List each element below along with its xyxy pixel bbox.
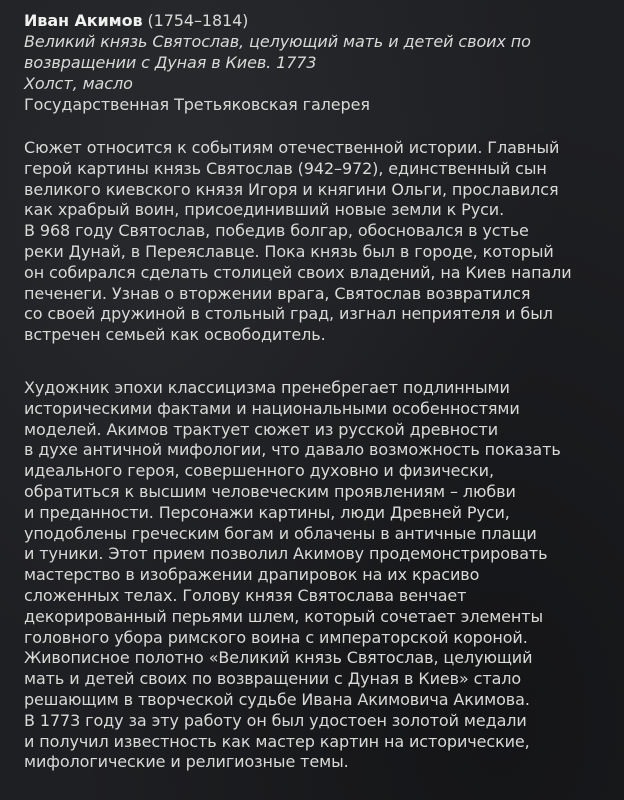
paragraph-line: великого киевского князя Игоря и княгини Ольги, прославился <box>24 179 559 199</box>
paragraph-line: и преданности. Персонажи картины, люди Древней Руси, <box>24 502 510 522</box>
paragraph-line: В 968 году Святослав, победив болгар, обосновался в устье <box>24 221 529 241</box>
paragraph-line: моделей. Акимов трактует сюжет из русской древности <box>24 419 499 439</box>
paragraph-line: со своей дружиной в стольный град, изгнал неприятеля и был <box>24 304 553 324</box>
paragraph-line: Сюжет относится к событиям отечественной истории. Главный <box>24 138 560 157</box>
artwork-title-line-1: Великий князь Святослав, целующий мать и детей своих по <box>24 32 531 51</box>
paragraph-line: реки Дунай, в Переяславце. Пока князь был в городе, который <box>24 241 554 261</box>
paragraph-line: мифологические и религиозные темы. <box>24 752 349 772</box>
paragraph-line: декорированный перьями шлем, который сочетает элементы <box>24 606 544 626</box>
museum-label <box>24 10 614 772</box>
paragraph-line: историческими фактами и национальными особенностями <box>24 398 520 418</box>
paragraph-line: и получил известность как мастер картин на исторические, <box>24 731 530 751</box>
artwork-title-line-2: возвращении с Дуная в Киев. 1773 <box>24 53 317 72</box>
author-name: Иван Акимов <box>24 11 143 30</box>
author-line <box>24 10 614 31</box>
paragraph-line: решающим в творческой судьбе Ивана Акимовича Акимова. <box>24 689 530 709</box>
paragraph-line: обратиться к высшим человеческим проявлениям – любви <box>24 481 516 501</box>
artwork-medium: Холст, масло <box>24 74 133 93</box>
paragraph-line: печенеги. Узнав о вторжении врага, Святослав возвратился <box>24 283 531 303</box>
paragraph-line: Живописное полотно «Великий князь Святослав, целующий <box>24 648 533 668</box>
paragraph-line: идеального героя, совершенного духовно и физически, <box>24 461 494 481</box>
paragraph-line: В 1773 году за эту работу он был удостоен золотой медали <box>24 710 527 730</box>
paragraph-line: он собирался сделать столицей своих владений, на Киев напали <box>24 262 572 282</box>
description-paragraph-2 <box>24 378 561 773</box>
paragraph-line: мать и детей своих по возвращении с Дуная в Киев» стало <box>24 669 522 689</box>
paragraph-line: сложенных телах. Голову князя Святослава венчает <box>24 585 467 605</box>
collection-name: Государственная Третьяковская галерея <box>24 95 370 114</box>
paragraph-line: головного убора римского воина с императорской короной. <box>24 627 528 647</box>
paragraph-line: и туники. Этот прием позволил Акимову продемонстрировать <box>24 544 548 564</box>
author-years: (1754–1814) <box>147 11 249 30</box>
paragraph-line: мастерство в изображении драпировок на их красиво <box>24 565 480 585</box>
paragraph-line: как храбрый воин, присоединивший новые земли к Руси. <box>24 200 505 220</box>
description-paragraph-1 <box>24 138 572 346</box>
paragraph-line: встречен семьей как освободитель. <box>24 325 326 345</box>
paragraph-line: уподоблены греческим богам и облачены в античные плащи <box>24 523 537 543</box>
paragraph-line: Художник эпохи классицизма пренебрегает подлинными <box>24 378 510 397</box>
paragraph-line: в духе античной мифологии, что давало возможность показать <box>24 440 561 460</box>
paragraph-line: герой картины князь Святослав (942–972), единственный сын <box>24 158 547 178</box>
